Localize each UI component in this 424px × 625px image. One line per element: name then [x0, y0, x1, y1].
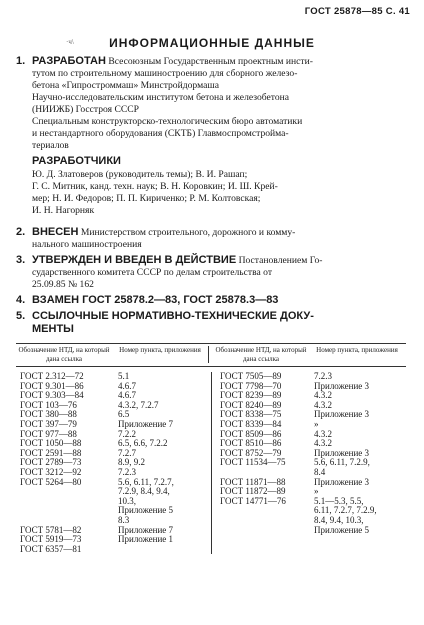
table-cell: ГОСТ 9.301—86 — [20, 380, 84, 391]
table-cell: ГОСТ 5264—80 — [20, 476, 82, 487]
section-3-heading: УТВЕРЖДЕН И ВВЕДЕН В ДЕЙСТВИЕ — [32, 254, 237, 266]
table-cell: ГОСТ 11871—88 — [220, 476, 286, 487]
table-cell: 8.9, 9.2 — [118, 457, 145, 468]
table-cell: ГОСТ 8510—86 — [220, 438, 282, 449]
table-cell: 8.3 — [118, 514, 130, 525]
page-title: ИНФОРМАЦИОННЫЕ ДАННЫЕ — [109, 36, 315, 50]
table-cell: 7.2.2 — [118, 428, 136, 439]
table-left-half — [16, 372, 212, 554]
table-cell: 4.3.2, 7.2.7 — [118, 399, 159, 410]
table-cell — [20, 497, 112, 507]
column-header-item: Номер пункта, приложения — [316, 346, 398, 354]
section-2-heading: ВНЕСЕН — [32, 226, 79, 238]
table-cell: ГОСТ 8339—84 — [220, 418, 282, 429]
table-cell — [314, 535, 407, 545]
table-cell: 10.3, — [118, 495, 136, 506]
table-cell: 6.11, 7.2.7, 7.2.9, — [314, 505, 377, 516]
table-cell: ГОСТ 5781—82 — [20, 524, 82, 535]
column-header-item: Номер пункта, приложения — [112, 346, 209, 363]
table-cell: 4.6.7 — [118, 390, 136, 401]
column-header-doc: Обозначение НТД, на который дана ссылка — [215, 346, 307, 363]
section-1-heading: РАЗРАБОТАН — [32, 55, 106, 67]
table-cell: Приложение 5 — [118, 505, 174, 516]
table-cell — [220, 516, 308, 526]
table-cell: Приложение 3 — [314, 380, 370, 391]
table-cell: ГОСТ 7505—89 — [220, 371, 282, 381]
table-body — [16, 367, 406, 554]
table-cell — [314, 545, 407, 555]
table-cell: Приложение 3 — [314, 447, 370, 458]
table-cell: ГОСТ 11534—75 — [220, 457, 286, 468]
table-cell — [220, 535, 308, 545]
table-cell: 8.4 — [314, 466, 326, 477]
table-cell: ГОСТ 6357—81 — [20, 543, 82, 554]
table-right-half — [212, 372, 407, 554]
doc-list — [16, 372, 112, 554]
table-cell: ГОСТ 8752—79 — [220, 447, 282, 458]
table-cell: 7.2.9, 8.4, 9.4, — [118, 486, 170, 497]
table-cell: 5.1 — [118, 371, 130, 381]
table-cell: 7.2.3 — [118, 466, 136, 477]
table-cell: ГОСТ 3212—92 — [20, 466, 82, 477]
table-cell: ГОСТ 8338—75 — [220, 409, 282, 420]
table-cell: ГОСТ 380—88 — [20, 409, 77, 420]
table-cell: ГОСТ 9.303—84 — [20, 390, 84, 401]
table-cell — [118, 545, 211, 555]
table-cell: 4.3.2 — [314, 399, 332, 410]
table-cell: ГОСТ 103—76 — [20, 399, 77, 410]
table-cell: » — [314, 418, 319, 429]
table-cell — [20, 487, 112, 497]
section-1: 1. РАЗРАБОТАН Всесоюзным Государственным проектным инсти- тутом по строительному машиностроению для сборного железо- бетона «Гипростроммаш» Минстройдормаша Научно-исследовательским институтом бетона и железобетона (НИИЖБ) Госстроя СССР Специальным конструкторско-технологическим бюро автоматики и нестандартного оборудования (СКТБ) Главмоспромстройма- териалов РАЗРАБОТЧИКИ Ю. Д. Златоверов (руководитель темы); В. И. Рашап; Г. С. Митник, канд. техн. наук; В. Н. Коровкин; И. Ш. Крей- мер; Н. И. Федоров; П. П. Кириченко; Р. М. Колтовская; И. Н. Нагорняк — [16, 55, 400, 217]
table-cell: ГОСТ 8240—89 — [220, 399, 282, 410]
table-cell: Приложение 5 — [314, 524, 370, 535]
table-cell: ГОСТ 2591—88 — [20, 447, 82, 458]
table-cell: 4.3.2 — [314, 438, 332, 449]
references-table — [16, 343, 406, 554]
table-cell: 5.6, 6.11, 7.2.7, — [118, 476, 174, 487]
table-cell: ГОСТ 2789—73 — [20, 457, 82, 468]
table-cell: 4.3.2 — [314, 390, 332, 401]
developer-line: мер; Н. И. Федоров; П. П. Кириченко; Р. М. Колтовская; — [32, 193, 261, 204]
table-cell: 6.5 — [118, 409, 130, 420]
table-cell: Приложение 3 — [314, 409, 370, 420]
table-cell: 5.1—5.3, 5.5, — [314, 495, 364, 506]
table-header — [16, 343, 406, 367]
table-cell: ГОСТ 14771—76 — [220, 495, 286, 506]
doc-list — [212, 372, 308, 554]
table-cell: 8.4, 9.4, 10.3, — [314, 514, 364, 525]
item-list — [308, 372, 407, 554]
table-cell: ГОСТ 397—79 — [20, 418, 77, 429]
handwritten-mark: ·ч\ — [66, 38, 74, 46]
table-cell: » — [314, 486, 319, 497]
table-cell — [220, 506, 308, 516]
table-cell: 4.3.2 — [314, 428, 332, 439]
section-5-heading: ССЫЛОЧНЫЕ НОРМАТИВНО-ТЕХНИЧЕСКИЕ ДОКУ- — [32, 310, 314, 322]
developers-heading: РАЗРАБОТЧИКИ — [32, 155, 121, 167]
table-cell: ГОСТ 7798—70 — [220, 380, 282, 391]
table-cell: 4.6.7 — [118, 380, 136, 391]
item-list — [112, 372, 211, 554]
column-header-doc: Обозначение НТД, на который дана ссылка — [18, 346, 110, 363]
table-cell: ГОСТ 1050—88 — [20, 438, 82, 449]
table-cell: Приложение 7 — [118, 418, 174, 429]
table-cell: ГОСТ 11872—89 — [220, 486, 286, 497]
section-2: 2. ВНЕСЕН Министерством строительного, дорожного и комму- нального машиностроения — [16, 226, 296, 250]
table-cell: ГОСТ 977—88 — [20, 428, 77, 439]
table-cell: 5.6, 6.11, 7.2.9, — [314, 457, 370, 468]
developer-line: И. Н. Нагорняк — [32, 205, 95, 216]
table-cell: Приложение 7 — [118, 524, 174, 535]
table-cell: ГОСТ 2.312—72 — [20, 371, 84, 381]
developer-line: Ю. Д. Златоверов (руководитель темы); В. И. Рашап; — [32, 169, 248, 180]
table-cell: 7.2.3 — [314, 371, 332, 381]
developer-line: Г. С. Митник, канд. техн. наук; В. Н. Коровкин; И. Ш. Крей- — [32, 181, 278, 192]
table-cell: Приложение 1 — [118, 534, 174, 545]
section-5: 5. ССЫЛОЧНЫЕ НОРМАТИВНО-ТЕХНИЧЕСКИЕ ДОКУ- МЕНТЫ — [16, 310, 314, 335]
section-4: 4. ВЗАМЕН ГОСТ 25878.2—83, ГОСТ 25878.3—83 — [16, 294, 279, 306]
page-header: ГОСТ 25878—85 С. 41 — [304, 6, 410, 17]
table-cell: ГОСТ 8509—86 — [220, 428, 282, 439]
table-cell — [20, 506, 112, 516]
table-cell: 6.5, 6.6, 7.2.2 — [118, 438, 168, 449]
table-cell: 7.2.7 — [118, 447, 136, 458]
section-4-heading: ВЗАМЕН ГОСТ 25878.2—83, ГОСТ 25878.3—83 — [32, 294, 279, 306]
table-cell: ГОСТ 8239—89 — [220, 390, 282, 401]
table-cell — [220, 526, 308, 536]
section-3: 3. УТВЕРЖДЕН И ВВЕДЕН В ДЕЙСТВИЕ Постановлением Го- сударственного комитета СССР по делам строительства от 25.09.85 № 162 — [16, 254, 323, 290]
table-cell: Приложение 3 — [314, 476, 370, 487]
table-cell — [220, 545, 308, 555]
table-cell: ГОСТ 5919—73 — [20, 534, 82, 545]
